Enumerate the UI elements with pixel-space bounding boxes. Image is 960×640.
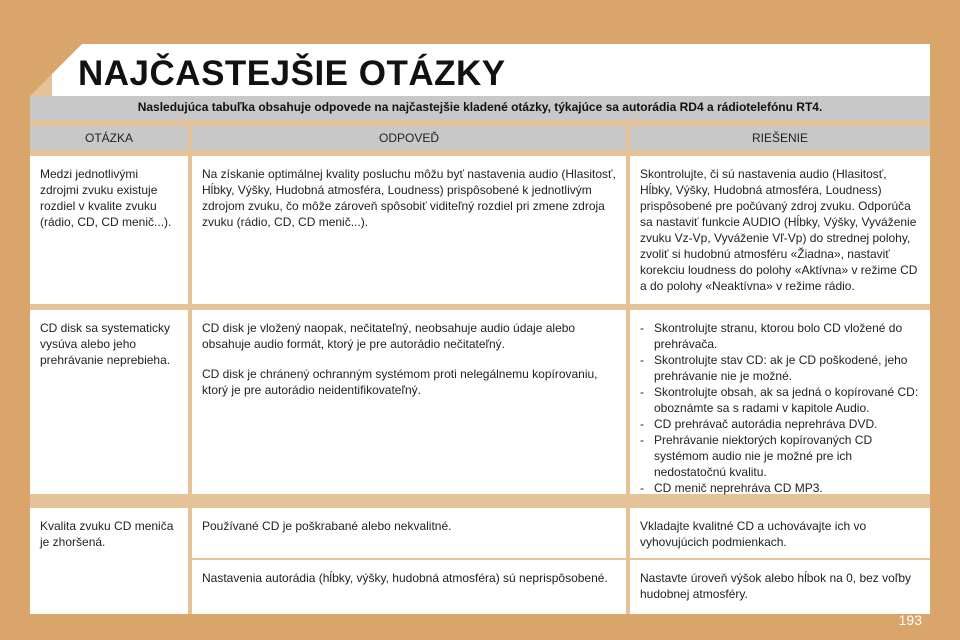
list-item: - CD prehrávač autorádia neprehráva DVD. <box>640 416 920 432</box>
subtitle-bar <box>30 96 930 120</box>
page-title: NAJČASTEJŠIE OTÁZKY <box>78 54 506 93</box>
row3-solution-b: Nastavte úroveň výšok alebo hĺbok na 0, bez voľby hudobnej atmosféry. <box>630 560 930 614</box>
header-solution: RIEŠENIE <box>630 126 930 150</box>
page-number: 193 <box>898 612 922 628</box>
list-item: - Skontrolujte stav CD: ak je CD poškodené, jeho prehrávanie nie je možné. <box>640 352 920 384</box>
list-item: - Skontrolujte obsah, ak sa jedná o kopírované CD: oboznámte sa s radami v kapitole Audio. <box>640 384 920 416</box>
row2-answer-paragraph-2: CD disk je chránený ochranným systémom proti nelegálnemu kopírovaniu, ktorý je pre autorádio neidentifikovateľný. <box>202 367 598 397</box>
row1-question: Medzi jednotlivými zdrojmi zvuku existuje rozdiel v kvalite zvuku (rádio, CD, CD menič...). <box>30 156 188 304</box>
list-item: - CD menič neprehráva CD MP3. <box>640 480 920 496</box>
subtitle: Nasledujúca tabuľka obsahuje odpovede na najčastejšie kladené otázky, týkajúce sa autorádia RD4 a rádiotelefónu RT4. <box>137 100 823 114</box>
header-question: OTÁZKA <box>30 126 188 150</box>
list-item: - Skontrolujte stranu, ktorou bolo CD vložené do prehrávača. <box>640 320 920 352</box>
row2-answer <box>192 310 626 494</box>
row2-solution-list <box>640 320 920 496</box>
list-item: - Prehrávanie niektorých kopírovaných CD systémom audio nie je možné pre ich nedostatočnú kvalitu. <box>640 432 920 480</box>
header-answer: ODPOVEĎ <box>192 126 626 150</box>
row3-solution-a: Vkladajte kvalitné CD a uchovávajte ich vo vyhovujúcich podmienkach. <box>630 508 930 558</box>
row2-question: CD disk sa systematicky vysúva alebo jeho prehrávanie neprebieha. <box>30 310 188 494</box>
row2-answer-paragraph-1: CD disk je vložený naopak, nečitateľný, neobsahuje audio údaje alebo obsahuje audio formát, ktorý je pre autorádio nečitateľný. <box>202 321 576 351</box>
row1-solution: Skontrolujte, či sú nastavenia audio (Hlasitosť, Hĺbky, Výšky, Hudobná atmosféra, Loudness) prispôsobené pre počúvaný zdroj zvuku. Odporúča sa nastaviť funkcie AUDIO (Hĺbky, Výšky, Vyváženie zvuku Vz-Vp, Vyváženie Vľ-Vp) do strednej polohy, zvoliť si hudobnú atmosféru «Žiadna», nastaviť korekciu loudness do polohy «Aktívna» v režime CD a do polohy «Neaktívna» v režime rádio. <box>630 156 930 304</box>
row3-question: Kvalita zvuku CD meniča je zhoršená. <box>30 508 188 614</box>
row2-solution <box>630 310 930 494</box>
row3-answer-b: Nastavenia autorádia (hĺbky, výšky, hudobná atmosféra) sú neprispôsobené. <box>192 560 626 614</box>
row3-answer-a: Používané CD je poškrabané alebo nekvalitné. <box>192 508 626 558</box>
row1-answer: Na získanie optimálnej kvality posluchu môžu byť nastavenia audio (Hlasitosť, Hĺbky, Výšky, Hudobná atmosféra, Loudness) prispôsobené k jednotlivým zdrojom zvuku, čo môže zároveň spôsobiť viditeľný rozdiel pri zmene zdroja zvuku (rádio, CD, CD menič...). <box>192 156 626 304</box>
title-notch <box>30 44 82 96</box>
